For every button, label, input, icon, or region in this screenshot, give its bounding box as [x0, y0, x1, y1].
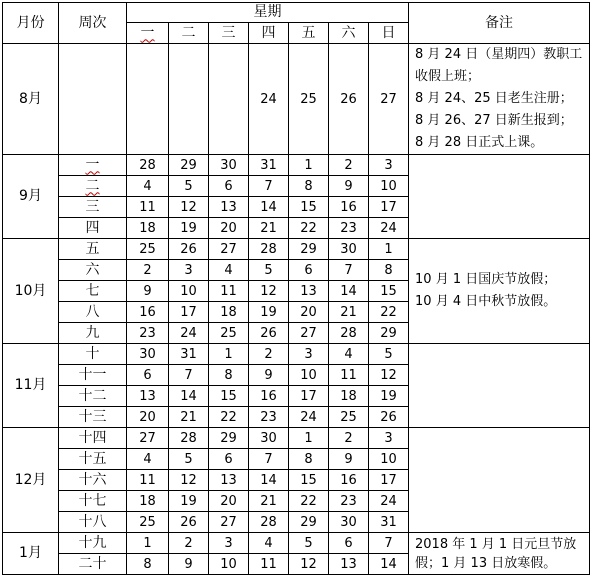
date-cell: 25 — [127, 239, 169, 260]
month-label: 11月 — [3, 344, 59, 428]
date-cell: 27 — [209, 512, 249, 533]
date-cell: 16 — [127, 302, 169, 323]
date-cell: 24 — [169, 323, 209, 344]
date-cell: 17 — [289, 386, 329, 407]
date-cell: 1 — [127, 533, 169, 554]
date-cell: 6 — [209, 449, 249, 470]
date-cell: 13 — [127, 386, 169, 407]
date-cell: 2 — [329, 155, 369, 176]
date-cell: 15 — [289, 197, 329, 218]
date-cell: 8 — [127, 554, 169, 575]
date-cell: 10 — [209, 554, 249, 575]
week-cell: 十三 — [59, 407, 127, 428]
date-cell: 8 — [289, 176, 329, 197]
date-cell: 16 — [329, 470, 369, 491]
date-cell: 15 — [369, 281, 409, 302]
week-cell: 四 — [59, 218, 127, 239]
date-cell: 11 — [209, 281, 249, 302]
day-header-tue: 二 — [169, 23, 209, 44]
date-cell: 14 — [329, 281, 369, 302]
date-cell: 25 — [209, 323, 249, 344]
month-label: 8月 — [3, 44, 59, 155]
date-cell: 24 — [369, 491, 409, 512]
date-cell: 26 — [329, 44, 369, 155]
date-cell: 21 — [249, 491, 289, 512]
notes-cell — [409, 155, 590, 239]
date-cell: 2 — [329, 428, 369, 449]
date-cell: 9 — [127, 281, 169, 302]
week-cell: 一 — [59, 155, 127, 176]
date-cell: 3 — [209, 533, 249, 554]
date-cell: 16 — [329, 197, 369, 218]
school-calendar-table — [2, 2, 590, 575]
date-cell: 1 — [209, 344, 249, 365]
date-cell: 26 — [369, 407, 409, 428]
date-cell: 23 — [127, 323, 169, 344]
date-cell: 1 — [369, 239, 409, 260]
date-cell: 19 — [169, 218, 209, 239]
date-cell: 21 — [169, 407, 209, 428]
date-cell: 21 — [249, 218, 289, 239]
date-cell: 31 — [369, 512, 409, 533]
date-cell: 7 — [249, 449, 289, 470]
date-cell: 29 — [369, 323, 409, 344]
day-header-sat: 六 — [329, 23, 369, 44]
week-cell: 十七 — [59, 491, 127, 512]
notes-cell — [409, 428, 590, 533]
date-cell: 6 — [289, 260, 329, 281]
note-line: 8 月 24、25 日老生注册； — [415, 91, 573, 106]
table-row — [3, 533, 590, 554]
week-cell: 二 — [59, 176, 127, 197]
date-cell: 4 — [329, 344, 369, 365]
note-line: 10 月 1 日国庆节放假； — [415, 272, 557, 287]
date-cell: 3 — [169, 260, 209, 281]
table-row — [3, 155, 590, 176]
date-cell: 10 — [369, 449, 409, 470]
week-cell: 十二 — [59, 386, 127, 407]
date-cell: 22 — [289, 218, 329, 239]
notes-cell — [409, 533, 590, 575]
day-header-thu: 四 — [249, 23, 289, 44]
week-cell — [59, 44, 127, 155]
date-cell: 6 — [127, 365, 169, 386]
date-cell: 8 — [209, 365, 249, 386]
day-header-sun: 日 — [369, 23, 409, 44]
date-cell: 31 — [249, 155, 289, 176]
date-cell: 5 — [169, 176, 209, 197]
week-cell: 十 — [59, 344, 127, 365]
date-cell: 29 — [209, 428, 249, 449]
date-cell: 20 — [209, 218, 249, 239]
table-row — [3, 239, 590, 260]
week-cell: 十一 — [59, 365, 127, 386]
date-cell: 26 — [169, 239, 209, 260]
date-cell: 9 — [329, 449, 369, 470]
week-cell: 七 — [59, 281, 127, 302]
date-cell: 14 — [369, 554, 409, 575]
date-cell: 24 — [369, 218, 409, 239]
week-cell: 五 — [59, 239, 127, 260]
date-cell: 15 — [209, 386, 249, 407]
note-line: 8 月 28 日正式上课。 — [415, 135, 544, 150]
note-line: 8 月 24 日（星期四）教职工收假上班； — [415, 47, 583, 84]
month-label: 10月 — [3, 239, 59, 344]
date-cell: 13 — [329, 554, 369, 575]
month-header: 月份 — [3, 3, 59, 44]
date-cell: 8 — [289, 449, 329, 470]
date-cell: 10 — [169, 281, 209, 302]
date-cell: 5 — [369, 344, 409, 365]
date-cell: 4 — [127, 449, 169, 470]
date-cell: 13 — [289, 281, 329, 302]
note-line: 2018 年 1 月 1 日元旦节放假；1 月 13 日放寒假。 — [415, 536, 577, 571]
date-cell: 13 — [209, 470, 249, 491]
date-cell: 4 — [249, 533, 289, 554]
week-cell: 三 — [59, 197, 127, 218]
date-cell: 14 — [249, 197, 289, 218]
date-cell: 18 — [127, 218, 169, 239]
date-cell: 3 — [369, 155, 409, 176]
note-line: 10 月 4 日中秋节放假。 — [415, 294, 557, 309]
week-cell: 二十 — [59, 554, 127, 575]
table-row — [3, 344, 590, 365]
date-cell: 25 — [329, 407, 369, 428]
date-cell: 23 — [249, 407, 289, 428]
notes-cell — [409, 344, 590, 428]
date-cell: 20 — [127, 407, 169, 428]
day-header-mon: 一 — [127, 23, 169, 44]
date-cell: 30 — [329, 239, 369, 260]
date-cell: 7 — [169, 365, 209, 386]
notes-cell — [409, 44, 590, 155]
date-cell: 25 — [127, 512, 169, 533]
date-cell: 19 — [369, 386, 409, 407]
date-cell: 30 — [209, 155, 249, 176]
week-cell: 十六 — [59, 470, 127, 491]
date-cell: 5 — [249, 260, 289, 281]
date-cell: 31 — [169, 344, 209, 365]
week-cell: 九 — [59, 323, 127, 344]
date-cell: 29 — [169, 155, 209, 176]
date-cell: 24 — [249, 44, 289, 155]
day-header-fri: 五 — [289, 23, 329, 44]
date-cell: 30 — [127, 344, 169, 365]
date-cell: 19 — [249, 302, 289, 323]
date-cell: 29 — [289, 239, 329, 260]
date-cell: 12 — [249, 281, 289, 302]
date-cell: 5 — [169, 449, 209, 470]
date-cell: 23 — [329, 218, 369, 239]
date-cell: 18 — [127, 491, 169, 512]
date-cell: 29 — [289, 512, 329, 533]
date-cell: 18 — [329, 386, 369, 407]
date-cell: 11 — [249, 554, 289, 575]
date-cell: 13 — [209, 197, 249, 218]
date-cell: 27 — [289, 323, 329, 344]
date-cell: 6 — [329, 533, 369, 554]
date-cell: 11 — [127, 197, 169, 218]
date-cell: 28 — [249, 239, 289, 260]
date-cell — [127, 44, 169, 155]
date-cell: 4 — [127, 176, 169, 197]
date-cell: 6 — [209, 176, 249, 197]
date-cell: 28 — [127, 155, 169, 176]
week-cell: 十八 — [59, 512, 127, 533]
weekday-group-header: 星期 — [127, 3, 409, 23]
date-cell — [209, 44, 249, 155]
date-cell: 11 — [329, 365, 369, 386]
date-cell: 28 — [169, 428, 209, 449]
date-cell: 9 — [329, 176, 369, 197]
date-cell: 20 — [289, 302, 329, 323]
date-cell: 9 — [169, 554, 209, 575]
date-cell: 23 — [329, 491, 369, 512]
week-header: 周次 — [59, 3, 127, 44]
date-cell: 7 — [329, 260, 369, 281]
week-cell: 十五 — [59, 449, 127, 470]
week-cell: 六 — [59, 260, 127, 281]
date-cell: 21 — [329, 302, 369, 323]
date-cell: 30 — [249, 428, 289, 449]
date-cell: 12 — [169, 197, 209, 218]
date-cell — [169, 44, 209, 155]
date-cell: 10 — [369, 176, 409, 197]
date-cell: 28 — [329, 323, 369, 344]
date-cell: 7 — [369, 533, 409, 554]
date-cell: 16 — [249, 386, 289, 407]
date-cell: 3 — [289, 344, 329, 365]
date-cell: 24 — [289, 407, 329, 428]
date-cell: 2 — [127, 260, 169, 281]
date-cell: 4 — [209, 260, 249, 281]
date-cell: 14 — [249, 470, 289, 491]
date-cell: 10 — [289, 365, 329, 386]
date-cell: 27 — [127, 428, 169, 449]
week-cell: 十九 — [59, 533, 127, 554]
month-label: 12月 — [3, 428, 59, 533]
date-cell: 1 — [289, 428, 329, 449]
date-cell: 22 — [289, 491, 329, 512]
date-cell: 26 — [169, 512, 209, 533]
date-cell: 1 — [289, 155, 329, 176]
date-cell: 12 — [369, 365, 409, 386]
date-cell: 17 — [369, 470, 409, 491]
date-cell: 30 — [329, 512, 369, 533]
date-cell: 3 — [369, 428, 409, 449]
date-cell: 2 — [169, 533, 209, 554]
day-header-wed: 三 — [209, 23, 249, 44]
date-cell: 20 — [209, 491, 249, 512]
date-cell: 27 — [209, 239, 249, 260]
notes-header: 备注 — [409, 3, 590, 44]
table-row — [3, 44, 590, 155]
date-cell: 8 — [369, 260, 409, 281]
week-cell: 十四 — [59, 428, 127, 449]
date-cell: 2 — [249, 344, 289, 365]
date-cell: 17 — [169, 302, 209, 323]
date-cell: 26 — [249, 323, 289, 344]
date-cell: 7 — [249, 176, 289, 197]
table-row — [3, 428, 590, 449]
month-label: 9月 — [3, 155, 59, 239]
date-cell: 22 — [369, 302, 409, 323]
date-cell: 19 — [169, 491, 209, 512]
date-cell: 18 — [209, 302, 249, 323]
date-cell: 28 — [249, 512, 289, 533]
month-label: 1月 — [3, 533, 59, 575]
date-cell: 5 — [289, 533, 329, 554]
date-cell: 12 — [289, 554, 329, 575]
note-line: 8 月 26、27 日新生报到； — [415, 113, 573, 128]
date-cell: 14 — [169, 386, 209, 407]
date-cell: 27 — [369, 44, 409, 155]
date-cell: 9 — [249, 365, 289, 386]
date-cell: 12 — [169, 470, 209, 491]
date-cell: 22 — [209, 407, 249, 428]
date-cell: 11 — [127, 470, 169, 491]
week-cell: 八 — [59, 302, 127, 323]
date-cell: 15 — [289, 470, 329, 491]
notes-cell — [409, 239, 590, 344]
date-cell: 25 — [289, 44, 329, 155]
date-cell: 17 — [369, 197, 409, 218]
